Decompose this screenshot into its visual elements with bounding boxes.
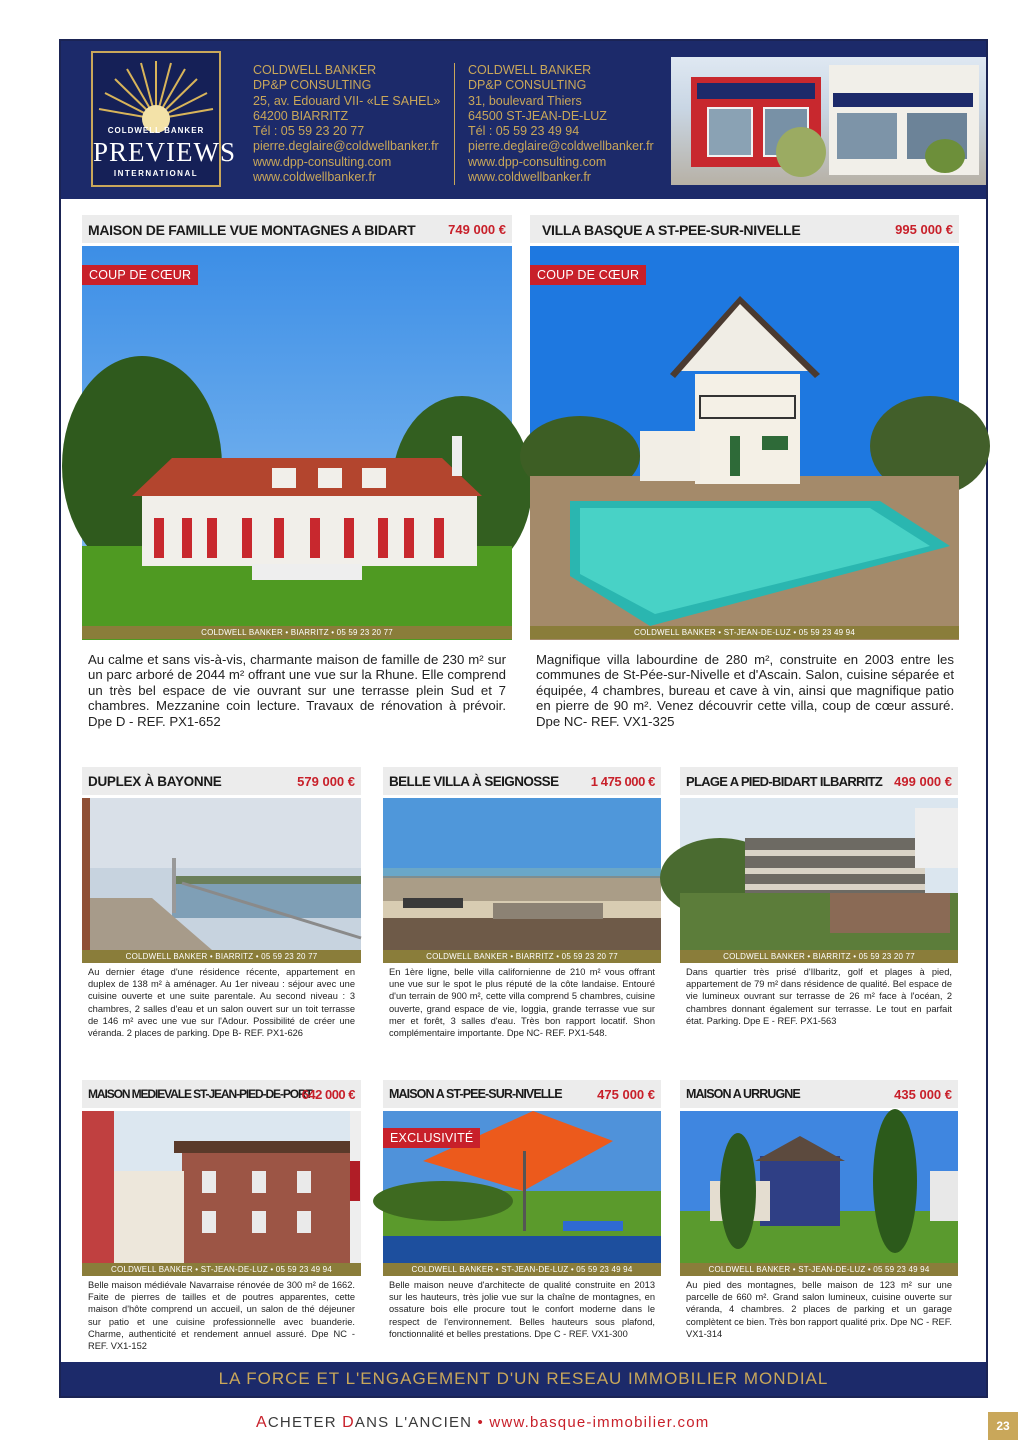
agency-header bbox=[61, 41, 986, 199]
listing-price: 435 000 € bbox=[894, 1087, 952, 1102]
header-divider bbox=[454, 63, 455, 185]
listing-card[interactable] bbox=[530, 215, 959, 735]
villa-pool-image bbox=[530, 246, 959, 640]
logo-line2: PREVIEWS bbox=[93, 137, 236, 167]
coup-de-coeur-badge: COUP DE CŒUR bbox=[82, 265, 198, 285]
listing-description: Dans quartier très prisé d'Ilbaritz, golf et plages à pied, appartement de 79 m² dans résidence de qualité. Bel espace de vie lumineux ouvrant sur terrasse de 26 m² face à l'océan, 2 chambres donnant également sur terrasse. Le tout en parfait état. Parking. Dpe E - REF. PX1-563 bbox=[686, 967, 952, 1026]
listing-card[interactable] bbox=[383, 1080, 661, 1360]
listing-photo[interactable] bbox=[680, 798, 958, 950]
agency-line: 31, boulevard Thiers bbox=[468, 93, 582, 108]
listing-card[interactable] bbox=[383, 767, 661, 1077]
tree-shape bbox=[776, 127, 826, 177]
footer-cap-l: L'A bbox=[394, 1414, 420, 1431]
listing-card[interactable] bbox=[680, 767, 958, 1077]
footer-cap-a: A bbox=[256, 1414, 268, 1431]
store-window bbox=[707, 107, 753, 157]
exclusivite-badge: EXCLUSIVITÉ bbox=[383, 1128, 480, 1148]
listing-price: 642 000 € bbox=[301, 1087, 355, 1102]
footer-word-acheter: CHETER bbox=[267, 1414, 343, 1431]
agency-line: 64200 BIARRITZ bbox=[253, 108, 349, 123]
listing-description: Au pied des montagnes, belle maison de 123 m² sur une parcelle de 660 m². Grand salon lumineux, cuisine ouverte sur véranda, 4 chambres. 2 places de parking et un garage complètent ce bien. Très bon rapport qualité prix. Dpe NC - REF. VX1-314 bbox=[686, 1280, 952, 1339]
listing-description: Au calme et sans vis-à-vis, charmante maison de famille de 230 m² sur un parc arboré de 2044 m² offrant une vue sur la Rhune. Elle comprend un très bel espace de vie ouvrant sur une terrasse plein Sud et 7 chambres. Mezzanine coin lecture. Travaux de rénovation à prévoir. Dpe D - REF. PX1-652 bbox=[88, 652, 506, 729]
store-window bbox=[837, 113, 897, 159]
agency-website-link[interactable]: www.dpp-consulting.com bbox=[468, 154, 607, 169]
agency-line: COLDWELL BANKER bbox=[253, 63, 377, 77]
listing-title: MAISON MEDIEVALE ST-JEAN-PIED-DE-PORT bbox=[88, 1087, 312, 1101]
listing-description: En 1ère ligne, belle villa californienne de 210 m² vous offrant une vue sur le spot le plus réputé de la côte landaise. Entouré d'un terrain de 900 m², cette villa comprend 5 chambres, cuisine ouverte, grand espace de vie, loggia, grande terrasse vue sur mer et forêt, 3 salles d'eau. Très bon rapport locatif. Shon complémentaire importante. Dpe NC- REF. PX1-548. bbox=[389, 967, 655, 1039]
plant-shape bbox=[925, 139, 965, 173]
beach-deck-image bbox=[383, 798, 661, 950]
listing-credit: COLDWELL BANKER • BIARRITZ • 05 59 23 20 77 bbox=[82, 626, 512, 639]
listing-header bbox=[383, 1080, 661, 1108]
storefront-white bbox=[829, 65, 979, 175]
listing-card[interactable] bbox=[680, 1080, 958, 1360]
agency-website-link[interactable]: www.dpp-consulting.com bbox=[253, 154, 392, 169]
agency-phone: Tél : 05 59 23 49 94 bbox=[468, 124, 580, 139]
agency-phone: Tél : 05 59 23 20 77 bbox=[253, 124, 365, 139]
apartment-building-image bbox=[680, 798, 958, 950]
listing-card[interactable] bbox=[82, 215, 512, 735]
listing-photo[interactable] bbox=[383, 798, 661, 950]
listing-photo[interactable] bbox=[680, 1111, 958, 1263]
logo-line3: INTERNATIONAL bbox=[113, 169, 199, 178]
listing-credit: COLDWELL BANKER • ST-JEAN-DE-LUZ • 05 59 23 49 94 bbox=[82, 1263, 361, 1276]
listing-header bbox=[383, 767, 661, 795]
listing-title: MAISON A ST-PEE-SUR-NIVELLE bbox=[389, 1087, 562, 1101]
listing-price: 579 000 € bbox=[297, 774, 355, 789]
page-number: 23 bbox=[988, 1412, 1018, 1440]
agency-biarritz bbox=[253, 63, 440, 185]
store-sign bbox=[697, 83, 815, 99]
footer-tagline: LA FORCE ET L'ENGAGEMENT D'UN RESEAU IMMOBILIER MONDIAL bbox=[61, 1362, 986, 1396]
agency-line: COLDWELL BANKER bbox=[468, 63, 592, 77]
listing-header bbox=[82, 767, 361, 795]
listing-card[interactable] bbox=[82, 767, 361, 1077]
footer-word-ancien: NCIEN bbox=[419, 1414, 473, 1431]
listing-photo[interactable] bbox=[383, 1111, 661, 1263]
agency-line: DP&P CONSULTING bbox=[468, 78, 587, 93]
sunburst-icon bbox=[93, 53, 219, 133]
store-sign bbox=[833, 93, 973, 107]
listing-photo[interactable] bbox=[530, 246, 959, 640]
terrace-river-image bbox=[82, 798, 361, 950]
listing-description: Magnifique villa labourdine de 280 m², construite en 2003 entre les communes de St-Pée-sur-Nivelle et d'Ascain. Salon, cuisine séparée et équipée, 4 chambres, bureau et cave à vin, ainsi que magnifique patio en pierre de 90 m². Venez découvrir cette villa, coup de cœur assuré. Dpe NC- REF. VX1-325 bbox=[536, 652, 954, 729]
listing-card[interactable] bbox=[82, 1080, 361, 1360]
footer-website-link[interactable]: www.basque-immobilier.com bbox=[489, 1414, 710, 1431]
listing-description: Belle maison neuve d'architecte de qualité construite en 2013 sur les hauteurs, très jolie vue sur la chaîne de montagnes, en ossature bois elle procure tout le confort moderne dans le respect de l'environnement. Belles hauteurs sous plafond, fonctionnalité et belles prestations. Dpe C - REF. VX1-300 bbox=[389, 1280, 655, 1339]
listing-header bbox=[530, 215, 959, 243]
coup-de-coeur-badge: COUP DE CŒUR bbox=[530, 265, 646, 285]
listing-header bbox=[82, 215, 512, 243]
listing-photo[interactable] bbox=[82, 246, 512, 640]
listing-price: 749 000 € bbox=[448, 222, 506, 237]
logo-line1: COLDWELL BANKER bbox=[107, 126, 205, 135]
agency-stjean bbox=[468, 63, 654, 185]
footer-word-dans: ANS bbox=[354, 1414, 395, 1431]
listing-credit: COLDWELL BANKER • ST-JEAN-DE-LUZ • 05 59 23 49 94 bbox=[680, 1263, 958, 1276]
listing-description: Belle maison médiévale Navarraise rénovée de 300 m² de 1662. Faite de pierres de tailles et de poutres apparentes, cette maison d'hôte comprend un accueil, un salon de thé déjeuner sur patio et une cuisine professionnelle avec buanderie. Charme, authenticité et rendement annuel assuré. Dpe NC - REF. VX1-152 bbox=[88, 1280, 355, 1352]
listing-photo[interactable] bbox=[82, 1111, 361, 1263]
listing-header bbox=[680, 767, 958, 795]
agency-line: DP&P CONSULTING bbox=[253, 78, 372, 93]
listing-credit: COLDWELL BANKER • ST-JEAN-DE-LUZ • 05 59 23 49 94 bbox=[383, 1263, 661, 1276]
listing-title: MAISON A URRUGNE bbox=[686, 1087, 800, 1101]
listing-title: DUPLEX À BAYONNE bbox=[88, 774, 222, 789]
listing-credit: COLDWELL BANKER • BIARRITZ • 05 59 23 20 77 bbox=[680, 950, 958, 963]
listing-credit: COLDWELL BANKER • BIARRITZ • 05 59 23 20 77 bbox=[82, 950, 361, 963]
agency-website-link[interactable]: www.coldwellbanker.fr bbox=[253, 170, 376, 185]
house-cypress-image bbox=[680, 1111, 958, 1263]
storefront-photo bbox=[671, 57, 986, 185]
listing-price: 995 000 € bbox=[895, 222, 953, 237]
listing-header bbox=[680, 1080, 958, 1108]
footer-cap-d: D bbox=[342, 1414, 355, 1431]
listing-price: 475 000 € bbox=[597, 1087, 655, 1102]
listing-credit: COLDWELL BANKER • ST-JEAN-DE-LUZ • 05 59 23 49 94 bbox=[530, 626, 959, 639]
listing-credit: COLDWELL BANKER • BIARRITZ • 05 59 23 20 77 bbox=[383, 950, 661, 963]
footer-bullet: • bbox=[472, 1414, 490, 1431]
medieval-street-image bbox=[82, 1111, 361, 1263]
agency-email-link[interactable]: pierre.deglaire@coldwellbanker.fr bbox=[253, 139, 439, 154]
listing-title: VILLA BASQUE A ST-PEE-SUR-NIVELLE bbox=[542, 222, 801, 238]
agency-line: 64500 ST-JEAN-DE-LUZ bbox=[468, 108, 607, 123]
magazine-footer-line bbox=[256, 1414, 709, 1432]
agency-line: 25, av. Edouard VII- «LE SAHEL» bbox=[253, 93, 441, 108]
agency-website-link[interactable]: www.coldwellbanker.fr bbox=[468, 170, 591, 185]
listing-title: PLAGE A PIED-BIDART ILBARRITZ bbox=[686, 774, 883, 789]
listing-photo[interactable] bbox=[82, 798, 361, 950]
listing-price: 499 000 € bbox=[894, 774, 952, 789]
agency-email-link[interactable]: pierre.deglaire@coldwellbanker.fr bbox=[468, 139, 654, 154]
listing-header bbox=[82, 1080, 361, 1108]
house-garden-image bbox=[82, 246, 512, 640]
listing-title: BELLE VILLA À SEIGNOSSE bbox=[389, 774, 559, 789]
previews-logo bbox=[91, 51, 236, 187]
listing-title: MAISON DE FAMILLE VUE MONTAGNES A BIDART bbox=[88, 222, 416, 238]
listing-description: Au dernier étage d'une résidence récente, appartement en duplex de 138 m² à aménager. Au 1er niveau : séjour avec une cuisine ouverte et une suite parentale. Au second niveau : 3 chambres, 2 salles d'eau et un salon ouvert sur un toit terrasse de 146 m² avec une vue sur l'Adour. Possibilité de créer une véranda. 2 places de parking. Dpe B- REF. PX1-626 bbox=[88, 967, 355, 1039]
listing-price: 1 475 000 € bbox=[590, 774, 655, 789]
